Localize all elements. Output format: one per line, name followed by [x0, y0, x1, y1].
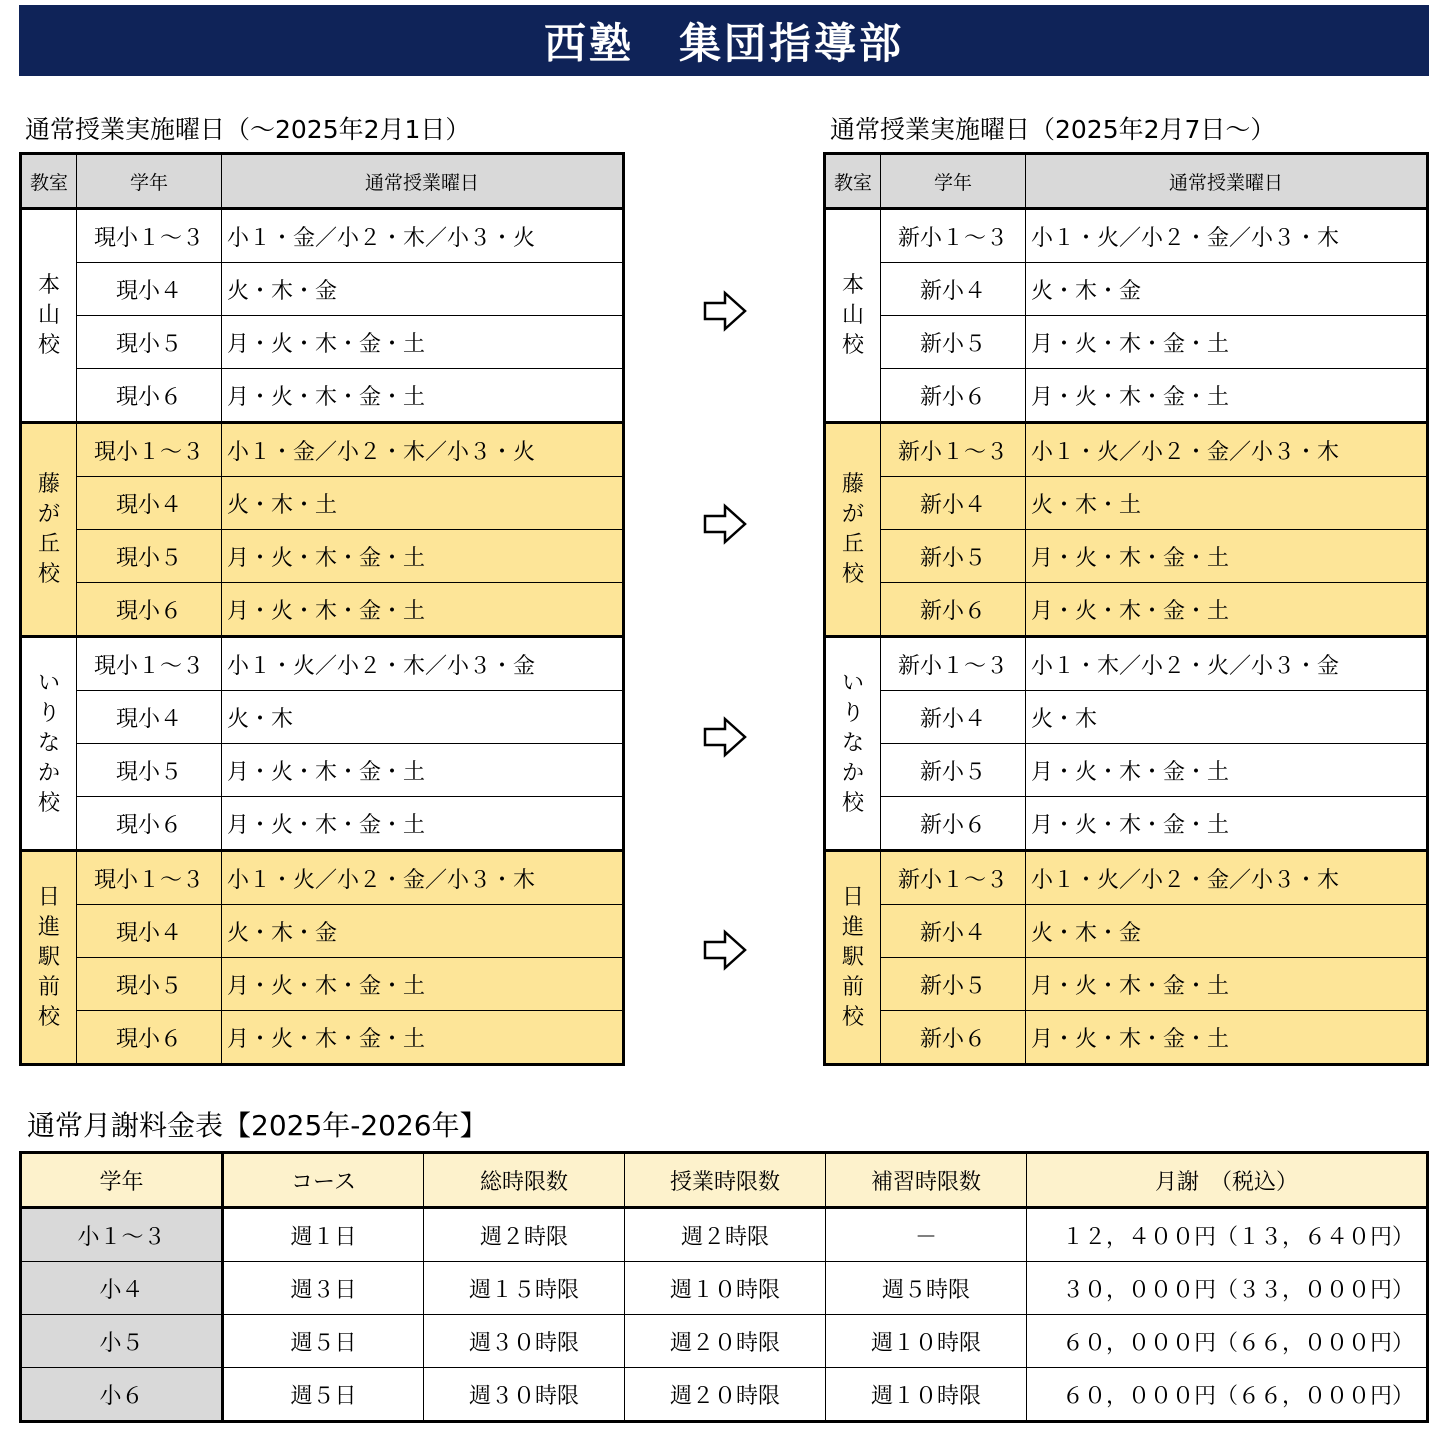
grade-cell: 現小１～３ [77, 423, 222, 477]
days-cell: 月・火・木・金・土 [1026, 583, 1428, 637]
fee-grade-cell: 小４ [21, 1262, 223, 1315]
table-row [21, 797, 624, 851]
table-row [21, 263, 624, 316]
grade-cell: 新小５ [881, 744, 1026, 797]
fee-cell: 週１０時限 [625, 1262, 826, 1315]
table-row [21, 1208, 1428, 1262]
fee-header-cell: 授業時限数 [625, 1153, 826, 1208]
right-arrow-icon [703, 290, 747, 332]
school-group [21, 209, 624, 423]
school-group [825, 851, 1428, 1065]
table-row [21, 1262, 1428, 1315]
table-row [21, 1368, 1428, 1422]
school-name: いりなか校 [825, 637, 881, 851]
grade-cell: 新小１～３ [881, 423, 1026, 477]
school-name: 日進駅前校 [21, 851, 77, 1065]
grade-cell: 現小１～３ [77, 851, 222, 905]
school-name: いりなか校 [21, 637, 77, 851]
school-name: 藤が丘校 [825, 423, 881, 637]
school-name: 本山校 [21, 209, 77, 423]
table-row [21, 958, 624, 1011]
days-cell: 小１・火／小２・金／小３・木 [1026, 851, 1428, 905]
grade-cell: 新小４ [881, 905, 1026, 958]
grade-cell: 現小６ [77, 583, 222, 637]
grade-cell: 現小４ [77, 263, 222, 316]
fee-header-cell: 月謝 （税込） [1027, 1153, 1428, 1208]
days-cell: 小１・火／小２・金／小３・木 [1026, 423, 1428, 477]
grade-cell: 現小４ [77, 905, 222, 958]
days-cell: 小１・火／小２・金／小３・木 [1026, 209, 1428, 263]
table-row [825, 423, 1428, 477]
table-row [21, 1315, 1428, 1368]
school-name: 日進駅前校 [825, 851, 881, 1065]
grade-cell: 新小５ [881, 530, 1026, 583]
fee-grade-cell: 小１～３ [21, 1208, 223, 1262]
days-cell: 月・火・木・金・土 [1026, 958, 1428, 1011]
fee-cell: 週５日 [223, 1315, 424, 1368]
table-row [825, 530, 1428, 583]
fee-grade-cell: 小６ [21, 1368, 223, 1422]
days-cell: 小１・木／小２・火／小３・金 [1026, 637, 1428, 691]
days-cell: 火・木・金 [222, 263, 624, 316]
grade-cell: 新小１～３ [881, 851, 1026, 905]
fee-cell: 週３日 [223, 1262, 424, 1315]
table-row [21, 851, 624, 905]
fee-grade-cell: 小５ [21, 1315, 223, 1368]
fee-cell: 週３０時限 [424, 1315, 625, 1368]
table-row [21, 583, 624, 637]
page-banner: 西塾 集団指導部 [19, 5, 1429, 76]
table-row [825, 851, 1428, 905]
table-row [825, 1011, 1428, 1065]
schedule-table-after [823, 152, 1429, 1066]
fee-cell: 週２時限 [424, 1208, 625, 1262]
days-cell: 月・火・木・金・土 [1026, 797, 1428, 851]
days-cell: 小１・火／小２・金／小３・木 [222, 851, 624, 905]
fee-amount-cell: １２，４００円（１３，６４０円） [1027, 1208, 1428, 1262]
table-row [21, 905, 624, 958]
table-row [21, 477, 624, 530]
header-days: 通常授業曜日 [1026, 154, 1428, 209]
days-cell: 月・火・木・金・土 [1026, 530, 1428, 583]
grade-cell: 現小５ [77, 958, 222, 1011]
grade-cell: 新小１～３ [881, 209, 1026, 263]
fee-cell: 週１０時限 [826, 1315, 1027, 1368]
grade-cell: 現小５ [77, 744, 222, 797]
table-row [825, 477, 1428, 530]
table-row [825, 797, 1428, 851]
school-name: 藤が丘校 [21, 423, 77, 637]
days-cell: 月・火・木・金・土 [1026, 1011, 1428, 1065]
table-row [825, 263, 1428, 316]
days-cell: 月・火・木・金・土 [222, 744, 624, 797]
fee-amount-cell: ３０，０００円（３３，０００円） [1027, 1262, 1428, 1315]
table-row [21, 369, 624, 423]
school-group [21, 423, 624, 637]
table-row [825, 369, 1428, 423]
fee-cell: 週５時限 [826, 1262, 1027, 1315]
grade-cell: 現小５ [77, 316, 222, 369]
fee-cell: 週１５時限 [424, 1262, 625, 1315]
days-cell: 小１・金／小２・木／小３・火 [222, 209, 624, 263]
fee-header-cell: 補習時限数 [826, 1153, 1027, 1208]
days-cell: 月・火・木・金・土 [222, 530, 624, 583]
table-row [21, 1011, 624, 1065]
grade-cell: 新小５ [881, 958, 1026, 1011]
fee-amount-cell: ６０，０００円（６６，０００円） [1027, 1315, 1428, 1368]
grade-cell: 現小６ [77, 797, 222, 851]
grade-cell: 新小６ [881, 583, 1026, 637]
days-cell: 火・木・土 [222, 477, 624, 530]
grade-cell: 新小４ [881, 691, 1026, 744]
school-group [21, 851, 624, 1065]
fee-header-cell: 総時限数 [424, 1153, 625, 1208]
right-arrow-icon [703, 929, 747, 971]
days-cell: 火・木・土 [1026, 477, 1428, 530]
header-grade: 学年 [77, 154, 222, 209]
days-cell: 小１・火／小２・木／小３・金 [222, 637, 624, 691]
fee-table [19, 1151, 1429, 1423]
school-group [21, 637, 624, 851]
days-cell: 月・火・木・金・土 [222, 316, 624, 369]
left-schedule-heading: 通常授業実施曜日（～2025年2月1日） [25, 115, 471, 144]
school-group [825, 637, 1428, 851]
fee-cell: 週２０時限 [625, 1368, 826, 1422]
fee-cell: 週３０時限 [424, 1368, 625, 1422]
grade-cell: 現小６ [77, 1011, 222, 1065]
days-cell: 火・木 [222, 691, 624, 744]
days-cell: 月・火・木・金・土 [222, 583, 624, 637]
days-cell: 火・木・金 [222, 905, 624, 958]
grade-cell: 現小６ [77, 369, 222, 423]
grade-cell: 新小４ [881, 477, 1026, 530]
fee-cell: 週１日 [223, 1208, 424, 1262]
grade-cell: 現小１～３ [77, 209, 222, 263]
grade-cell: 新小６ [881, 797, 1026, 851]
days-cell: 月・火・木・金・土 [1026, 369, 1428, 423]
days-cell: 月・火・木・金・土 [1026, 316, 1428, 369]
header-room: 教室 [825, 154, 881, 209]
right-schedule-heading: 通常授業実施曜日（2025年2月7日～） [830, 115, 1276, 144]
fee-amount-cell: ６０，０００円（６６，０００円） [1027, 1368, 1428, 1422]
table-row [825, 691, 1428, 744]
school-group [825, 209, 1428, 423]
table-row [825, 905, 1428, 958]
days-cell: 火・木・金 [1026, 263, 1428, 316]
table-row [21, 637, 624, 691]
grade-cell: 新小６ [881, 1011, 1026, 1065]
table-row [21, 423, 624, 477]
grade-cell: 現小４ [77, 477, 222, 530]
fee-cell: － [826, 1208, 1027, 1262]
table-row [825, 209, 1428, 263]
days-cell: 月・火・木・金・土 [1026, 744, 1428, 797]
days-cell: 月・火・木・金・土 [222, 1011, 624, 1065]
grade-cell: 現小１～３ [77, 637, 222, 691]
days-cell: 火・木・金 [1026, 905, 1428, 958]
fee-table-heading: 通常月謝料金表【2025年-2026年】 [27, 1109, 488, 1142]
fee-cell: 週２時限 [625, 1208, 826, 1262]
school-group [825, 423, 1428, 637]
grade-cell: 現小５ [77, 530, 222, 583]
days-cell: 月・火・木・金・土 [222, 797, 624, 851]
days-cell: 月・火・木・金・土 [222, 958, 624, 1011]
grade-cell: 新小４ [881, 263, 1026, 316]
right-arrow-icon [703, 716, 747, 758]
fee-cell: 週１０時限 [826, 1368, 1027, 1422]
header-days: 通常授業曜日 [222, 154, 624, 209]
header-grade: 学年 [881, 154, 1026, 209]
schedule-table-before [19, 152, 625, 1066]
table-row [21, 316, 624, 369]
days-cell: 月・火・木・金・土 [222, 369, 624, 423]
days-cell: 小１・金／小２・木／小３・火 [222, 423, 624, 477]
table-row [825, 316, 1428, 369]
table-row [825, 958, 1428, 1011]
school-name: 本山校 [825, 209, 881, 423]
fee-header-cell: コース [223, 1153, 424, 1208]
fee-header-cell: 学年 [21, 1153, 223, 1208]
table-row [825, 744, 1428, 797]
right-arrow-icon [703, 503, 747, 545]
grade-cell: 新小１～３ [881, 637, 1026, 691]
days-cell: 火・木 [1026, 691, 1428, 744]
table-row [21, 209, 624, 263]
table-row [825, 583, 1428, 637]
fee-cell: 週５日 [223, 1368, 424, 1422]
fee-cell: 週２０時限 [625, 1315, 826, 1368]
table-row [21, 691, 624, 744]
grade-cell: 新小６ [881, 369, 1026, 423]
grade-cell: 新小５ [881, 316, 1026, 369]
table-row [825, 637, 1428, 691]
header-room: 教室 [21, 154, 77, 209]
table-row [21, 530, 624, 583]
table-row [21, 744, 624, 797]
grade-cell: 現小４ [77, 691, 222, 744]
